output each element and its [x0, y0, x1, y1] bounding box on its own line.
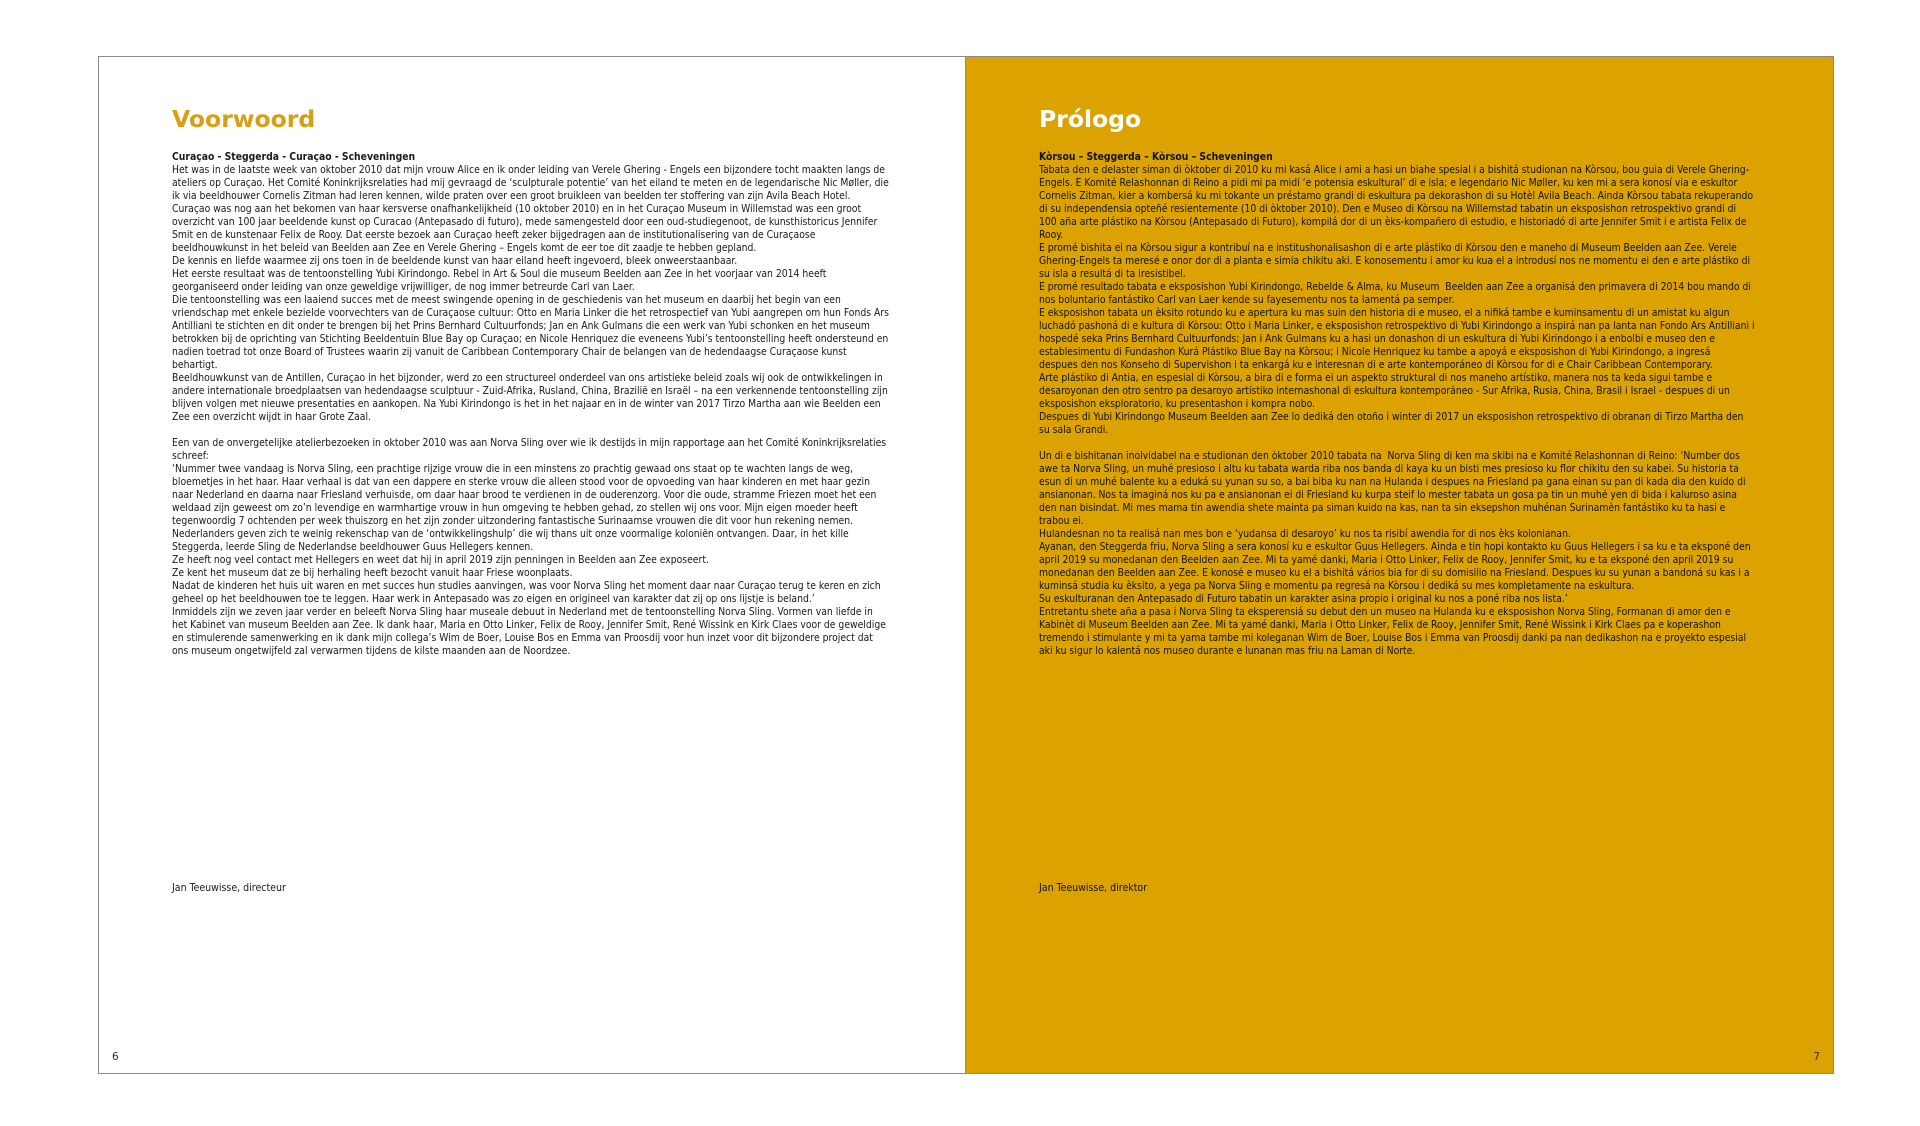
paragraph: despues den nos Konseho di Supervishon i ta enkargá ku e interesnan di e arte kontemporáneo di Kòrsou for di e Chair Caribbean Contemporary.: [1039, 359, 1713, 371]
paragraph: Het was in de laatste week van oktober 2010 dat mijn vrouw Alice en ik onder leiding van Verele Ghering - Engels een bijzondere tocht maakten langs de ateliers op Curaçao. Het Comité Koninkrijksrelaties had mij gevraagd de ‘sculpturale potentie’ van het eiland te meten en de legendarische Nic Møller, die ik via beeldhouwer Cornelis Zitman had leren kennen, wilde praten over een groot bruikleen van beelden ter stoffering van zijn Avila Beach Hotel. Curaçao was nog aan het bekomen van haar kersverse onafhankelijkheid (10 oktober 2010) en in het Curaçao Museum in Willemstad was een groot overzicht van 100 jaar beeldende kunst op Curacao (Antepasado di futuro), mede samengesteld door een oud-studiegenoot, de kunsthistoricus Jennifer Smit en de kunstenaar Felix de Rooy. Dat eerste bezoek aan Curaçao heeft zeker bijgedragen aan de institutionalisering van de Curaçaose beeldhouwkunst in het beleid van Beelden aan Zee en Verele Ghering – Engels komt de eer toe dit zaadje te hebben gepland.: [172, 164, 892, 254]
paragraph: Arte plástiko di Antia, en espesial di Kòrsou, a bira di e forma ei un aspekto struktural di nos maneho artístiko, manera nos ta keda sigui tambe e desaroyonan den otro sentro pa desaroyo artístiko internashonal di eskultura kontemporáneo - Sur Afrika, Rusia, China, Brasil i Israel - despues di un eksposishon eksploratorio, ku presentashon i kompra nobo.: [1039, 372, 1733, 410]
paragraph: De kennis en liefde waarmee zij ons toen in de beeldende kunst van haar eiland heeft ingevoerd, bleek onweerstaanbaar.: [172, 255, 738, 267]
paragraph: E eksposishon tabata un èksito rotundo ku e apertura ku mas suin den historia di e museo, el a nifiká tambe e kuminsamentu di un amistat ku algun luchadó pashoná di e kultura di Kòrsou: Otto i Maria Linker, e eksposishon retrospektivo di Yubi Kirindongo a inspirá nan pa lanta nan Fondo Ars Antilliani i hospedé seka Prins Bernhard Cultuurfonds; Jan i Ank Gulmans ku a hasi un donashon di un eskultura di Yubi Kirindongo i a enbolbi e museo den e establesimentu di Fundashon Kurá Plástiko Blue Bay na Kòrsou; i Nicole Henriquez ku tambe a apoyá e eksposishon di Yubi Kirindongo, a ingresá: [1039, 307, 1758, 358]
paragraph: E promé resultado tabata e eksposishon Yubi Kirindongo, Rebelde & Alma, ku Museum Beelden aan Zee a organisá den primavera di 2014 bou mando di nos boluntario fantástiko Carl van Laer kende su fayesementu nos ta lamentá pa semper.: [1039, 281, 1754, 306]
left-page-content: [172, 105, 890, 658]
page-subtitle: Kòrsou – Steggerda – Kòrsou – Scheveningen: [1039, 151, 1273, 163]
page-title: Voorwoord: [172, 105, 316, 133]
paragraph: ‘Nummer twee vandaag is Norva Sling, een prachtige rijzige vrouw die in een minstens zo prachtig gewaad ons staat op te wachten langs de weg, bloemetjes in het haar. Haar verhaal is dat van een dappere en sterke vrouw die alleen stood voor de opvoeding van haar kinderen en met haar gezin naar Nederland en daarna naar Friesland verhuisde, om daar haar brood te verdienen in de ouderenzorg. Voor die oude, stramme Friezen moet het een weldaad zijn geweest om zo’n levendige en warmhartige vrouw in hun omgeving te hebben gehad, zo stellen wij ons voor. Mijn eigen moeder heeft tegenwoordig 7 ochtenden per week thuiszorg en het zijn zonder uitzondering fantastische Surinaamse vrouwen die dit voor hun rekening nemen.: [172, 463, 880, 527]
paragraph: Un di e bishitanan inolvidabel na e studionan den òktober 2010 tabata na Norva Sling di ken ma skibi na e Komité Relashonnan di Reino: ‘Number dos awe ta Norva Sling, un muhé presioso i altu ku tabata warda riba nos banda di kaya ku un bisti mes presioso ku flor chikitu den su kabei. Su historia ta esun di un muhé balente ku a eduká su yunan su so, a bai biba ku nan na Hulanda i despues na Friesland pa gana einan su pan di kada dia den kuido di ansianonan. Nos ta imaginá nos ku pa e ansianonan ei di Friesland ku kurpa steif lo mester tabata un gosa pa tin un muhé yen di bida i kaluroso asina den nan bisindat. Mi mes mama tin awendia shete mainta pa siman kuido na kas, nan ta sin eksepshon muhénan Surinamèn fantástiko ku ta hasi e trabou ei.: [1039, 450, 1749, 527]
page-subtitle: Curaçao - Steggerda - Curaçao - Scheveningen: [172, 151, 416, 163]
paragraph: E promé bishita ei na Kòrsou sigur a kontribuí na e institushonalisashon di e arte plástiko di Kòrsou den e maneho di Museum Beelden aan Zee. Verele Ghering-Engels ta meresé e onor dor di a planta e simia chikitu aki. E konosementu i amor ku kua el a introdusí nos ne momentu ei den e arte plástiko di su isla a resultá di ta iresistibel.: [1039, 242, 1754, 280]
paragraph: Despues di Yubi Kirindongo Museum Beelden aan Zee lo dediká den otoño i winter di 2017 un eksposishon retrospektivo di obranan di Tirzo Martha den su sala Grandi.: [1039, 411, 1747, 436]
paragraph: Nederlanders geven zich te weinig rekenschap van de ‘ontwikkelingshulp’ die wij thans uit onze voormalige koloniën ontvangen. Daar, in het kille Steggerda, leerde Sling de Nederlandse beeldhouwer Guus Hellegers kennen.: [172, 528, 852, 553]
paragraph: Entretantu shete aña a pasa i Norva Sling ta eksperensiá su debut den un museo na Hulanda ku e eksposishon Norva Sling, Formanan di amor den e Kabinèt di Museum Beelden aan Zee. Mi ta yamé danki, Maria i Otto Linker, Felix de Rooy, Jennifer Smit, René Wissink i Kirk Claes pa e koperashon tremendo i stimulante y mi ta yama tambe mi koleganan Wim de Boer, Louise Bos i Emma van Proosdij danki pa nan dedikashon na e proyekto espesial aki ku sigur lo kalentá nos museo durante e lunanan mas friu na Laman di Norte.: [1039, 606, 1750, 657]
paragraph: Ze heeft nog veel contact met Hellegers en weet dat hij in april 2019 zijn penningen in Beelden aan Zee exposeert.: [172, 554, 709, 566]
paragraph-gap: [172, 424, 890, 437]
paragraph-gap: [1039, 437, 1757, 450]
paragraph: Inmiddels zijn we zeven jaar verder en beleeft Norva Sling haar museale debuut in Nederland met de tentoonstelling Norva Sling. Vormen van liefde in het Kabinet van museum Beelden aan Zee. Ik dank haar, Maria en Otto Linker, Felix de Rooy, Jennifer Smit, René Wissink en Kirk Claes voor de geweldige en stimulerende samenwerking en ik dank mijn collega’s Wim de Boer, Louise Bos en Emma van Proosdij voor hun inzet voor dit bijzondere project dat ons museum ongetwijfeld zal verwarmen tijdens de kilste maanden aan de Noordzee.: [172, 606, 889, 657]
right-page-content: [1039, 105, 1757, 658]
paragraph: Ze kent het museum dat ze bij herhaling heeft bezocht vanuit haar Friese woonplaats.: [172, 567, 573, 579]
paragraph: Een van de onvergetelijke atelierbezoeken in oktober 2010 was aan Norva Sling over wie ik destijds in mijn rapportage aan het Comité Koninkrijksrelaties schreef:: [172, 437, 890, 462]
book-spread: [98, 56, 1834, 1074]
paragraph: Die tentoonstelling was een laaiend succes met de meest swingende opening in de geschiedenis van het museum en daarbij het begin van een vriendschap met enkele bezielde voorvechters van de Curaçaose cultuur: Otto en Maria Linker die het retrospectief van Yubi aangrepen om hun Fonds Ars Antilliani te stichten en dit onder te brengen bij het Prins Bernhard Cultuurfonds; Jan en Ank Gulmans die een werk van Yubi schonken en het museum betrokken bij de oprichting van Stichting Beeldentuin Blue Bay op Curaçao; en Nicole Henriquez die eveneens Yubi’s tentoonstelling heeft ondersteund en nadien toetrad tot onze Board of Trustees waarin zij vanuit de Caribbean Contemporary Chair de belangen van de hedendaagse Curaçaose kunst behartigt.: [172, 294, 892, 371]
signature: Jan Teeuwisse, directeur: [172, 882, 286, 894]
right-page: [966, 57, 1833, 1073]
page-number: 7: [1813, 1051, 1820, 1063]
paragraph: Ayanan, den Steggerda friu, Norva Sling a sera konosí ku e eskultor Guus Hellegers. Ainda e tin hopi kontakto ku Guus Hellegers i sa ku e ta eksponé den april 2019 su monedanan den Beelden aan Zee. Mi ta yamé danki, Maria i Otto Linker, Felix de Rooy, Jennifer Smit, ku e ta eksponé den april 2019 su monedanan den Beelden aan Zee. E konosé e museo ku el a bishitá vários bia for di su domisilio na Friesland. Despues ku su yunan a bandoná su kas i a kuminsá studia ku èksito, a yega pa Norva Sling e momentu pa regresá na Kòrsou i dediká su mes kompletamente na eskultura.: [1039, 541, 1754, 592]
paragraph: Het eerste resultaat was de tentoonstelling Yubi Kirindongo. Rebel in Art & Soul die museum Beelden aan Zee in het voorjaar van 2014 heeft georganiseerd onder leiding van onze geweldige vrijwilliger, de nog immer betreurde Carl van Laer.: [172, 268, 830, 293]
page-number: 6: [112, 1051, 119, 1063]
signature: Jan Teeuwisse, direktor: [1039, 882, 1148, 894]
paragraph: Hulandesnan no ta realisá nan mes bon e ‘yudansa di desaroyo’ ku nos ta risibí awendia for di nos èks kolonianan.: [1039, 528, 1571, 540]
page-title: Prólogo: [1039, 105, 1142, 133]
paragraph: Tabata den e delaster siman di òktober di 2010 ku mi kasá Alice i ami a hasi un biahe spesial i a bishitá studionan na Kòrsou, bou guia di Verele Ghering- Engels. E Komité Relashonnan di Reino a pidi mi pa midi ‘e potensia eskultural’ di e isla; e legendario Nic Møller, ku ken mi a sera konosí via e eskultor Cornelis Zitman, kier a kombersá ku mi tokante un préstamo grandi di eskultura pa dekorashon di su Hotèl Avila Beach. Ainda Kòrsou tabata rekuperando di su independensia opteñé resientemente (10 di òktober 2010). Den e Museo di Kòrsou na Willemstad tabatin un eksposishon retrospektivo grandi di 100 aña arte plástiko na Kòrsou (Antepasado di Futuro), kompilá dor di un èks-kompañero di estudio, e historiadó di arte Jennifer Smit i e artista Felix de Rooy.: [1039, 164, 1756, 241]
left-page: [99, 57, 966, 1073]
paragraph: Beeldhouwkunst van de Antillen, Curaçao in het bijzonder, werd zo een structureel onderdeel van ons artistieke beleid zoals wij ook de ontwikkelingen in andere internationale broedplaatsen van hedendaagse sculptuur - Zuid-Afrika, Rusland, China, Brazilië en Israël – na een verkennende tentoonstelling zijn blijven volgen met nieuwe presentaties en aankopen. Na Yubi Kirindongo is het in het najaar en in de winter van 2017 Tirzo Martha aan wie Beelden een Zee een overzicht wijdt in haar Grote Zaal.: [172, 372, 891, 423]
paragraph: Nadat de kinderen het huis uit waren en met succes hun studies aanvingen, was voor Norva Sling het moment daar naar Curaçao terug te keren en zich geheel op het beeldhouwen toe te leggen. Haar werk in Antepasado was zo eigen en origineel van karakter dat zij op ons lijstje is beland.’: [172, 580, 884, 605]
paragraph: Su eskulturanan den Antepasado di Futuro tabatin un karakter asina propio i original ku nos a poné riba nos lista.’: [1039, 593, 1568, 605]
